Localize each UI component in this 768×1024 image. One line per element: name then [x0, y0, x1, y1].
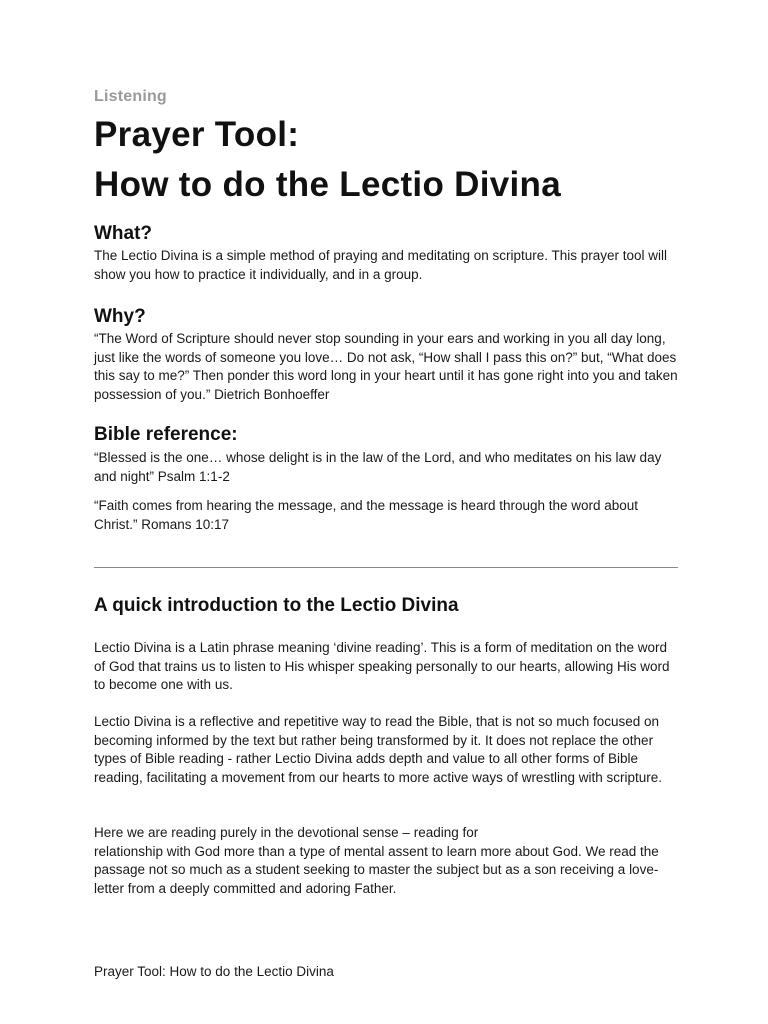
bible-reference-quote-romans: “Faith comes from hearing the message, and the message is heard through the word about Christ.” Romans 10:17 — [94, 498, 639, 532]
intro-heading: A quick introduction to the Lectio Divina — [94, 595, 459, 616]
intro-paragraph-2: Lectio Divina is a reflective and repetitive way to read the Bible, that is not so much focused on becoming informed by the text but rather being transformed by it. It does not replace the other types of Bible reading - rather Lectio Divina adds depth and value to all other forms of Bible reading, facilitating a movement from our hearts to more active ways of wrestling with scripture. — [94, 714, 662, 785]
why-heading: Why? — [94, 306, 146, 327]
why-quote: “The Word of Scripture should never stop sounding in your ears and working in you all day long, just like the words of someone you love… Do not ask, “How shall I pass this on?” but, “What does this say to me?” Then ponder this word long in your heart until it has gone right into you and taken possession of you.” Dietrich Bonhoeffer — [94, 331, 678, 402]
intro-paragraph-1: Lectio Divina is a Latin phrase meaning ‘divine reading’. This is a form of meditation on the word of God that trains us to listen to His whisper speaking personally to our hearts, allowing His word to become one with us. — [94, 640, 670, 692]
section-divider — [94, 567, 678, 568]
page-title — [94, 110, 561, 210]
page-title-line-2: How to do the Lectio Divina — [94, 165, 561, 204]
what-body: The Lectio Divina is a simple method of praying and meditating on scripture. This prayer tool will show you how to practice it individually, and in a group. — [94, 248, 668, 282]
page-footer: Prayer Tool: How to do the Lectio Divina — [94, 964, 334, 979]
bible-reference-heading: Bible reference: — [94, 424, 238, 445]
section-eyebrow: Listening — [94, 88, 167, 105]
intro-paragraph-3-line-1: Here we are reading purely in the devotional sense – reading for — [94, 825, 479, 840]
what-heading: What? — [94, 223, 153, 244]
bible-reference-quote-psalm: “Blessed is the one… whose delight is in the law of the Lord, and who meditates on his law day and night” Psalm 1:1-2 — [94, 450, 662, 484]
intro-paragraph-3-rest: relationship with God more than a type of mental assent to learn more about God. We read the passage not so much as a student seeking to master the subject but as a son receiving a love-letter from a deeply committed and adoring Father. — [94, 843, 659, 896]
page-title-line-1: Prayer Tool: — [94, 115, 300, 154]
intro-paragraph-3 — [94, 824, 678, 898]
